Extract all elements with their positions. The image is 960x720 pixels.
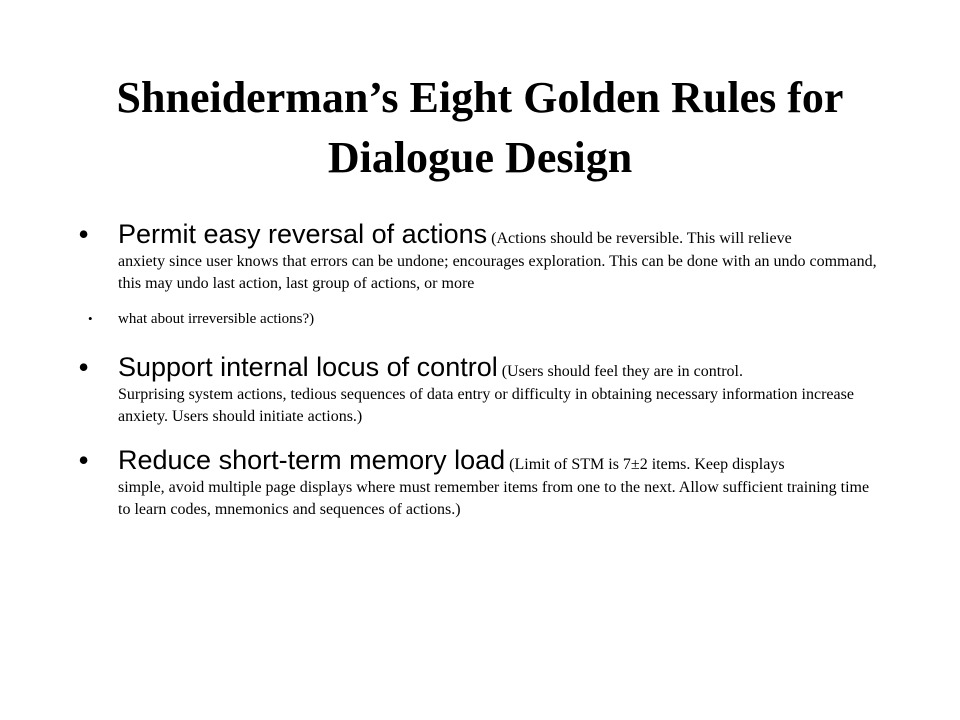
bullet-heading: Support internal locus of control bbox=[118, 352, 498, 382]
bullet-heading: Reduce short-term memory load bbox=[118, 445, 506, 475]
bullet-dot: • bbox=[88, 311, 93, 326]
bullet-dot: • bbox=[78, 216, 90, 252]
bullet-text: what about irreversible actions?) bbox=[118, 311, 315, 327]
bullet-detail-lead: (Users should feel they are in control. bbox=[497, 363, 743, 380]
bullet-detail-lead: (Actions should be reversible. This will relieve bbox=[487, 230, 792, 247]
bullet-detail: anxiety since user knows that errors can be undone; encourages exploration. This can be done with an undo command, this may undo last action, last group of actions, or more bbox=[118, 253, 877, 292]
bullet-dot: • bbox=[78, 442, 90, 478]
bullet-detail-lead: (Limit of STM is 7±2 items. Keep displays bbox=[505, 456, 785, 473]
bullet-heading: Permit easy reversal of actions bbox=[118, 219, 488, 249]
bullet-locus-of-control bbox=[78, 349, 878, 428]
bullet-irreversible bbox=[78, 309, 878, 329]
bullet-detail: simple, avoid multiple page displays where must remember items from one to the next. Allow sufficient training time to learn codes, mnemonics and sequences of actions.) bbox=[118, 479, 870, 518]
bullet-dot: • bbox=[78, 349, 90, 385]
slide-title: Shneiderman’s Eight Golden Rules for Dialogue Design bbox=[116, 73, 844, 182]
bullet-detail: Surprising system actions, tedious sequences of data entry or difficulty in obtaining necessary information increase anxiety. Users should initiate actions.) bbox=[118, 386, 854, 425]
bullet-list bbox=[78, 216, 878, 535]
bullet-memory-load bbox=[78, 442, 878, 521]
bullet-reversal bbox=[78, 216, 878, 295]
